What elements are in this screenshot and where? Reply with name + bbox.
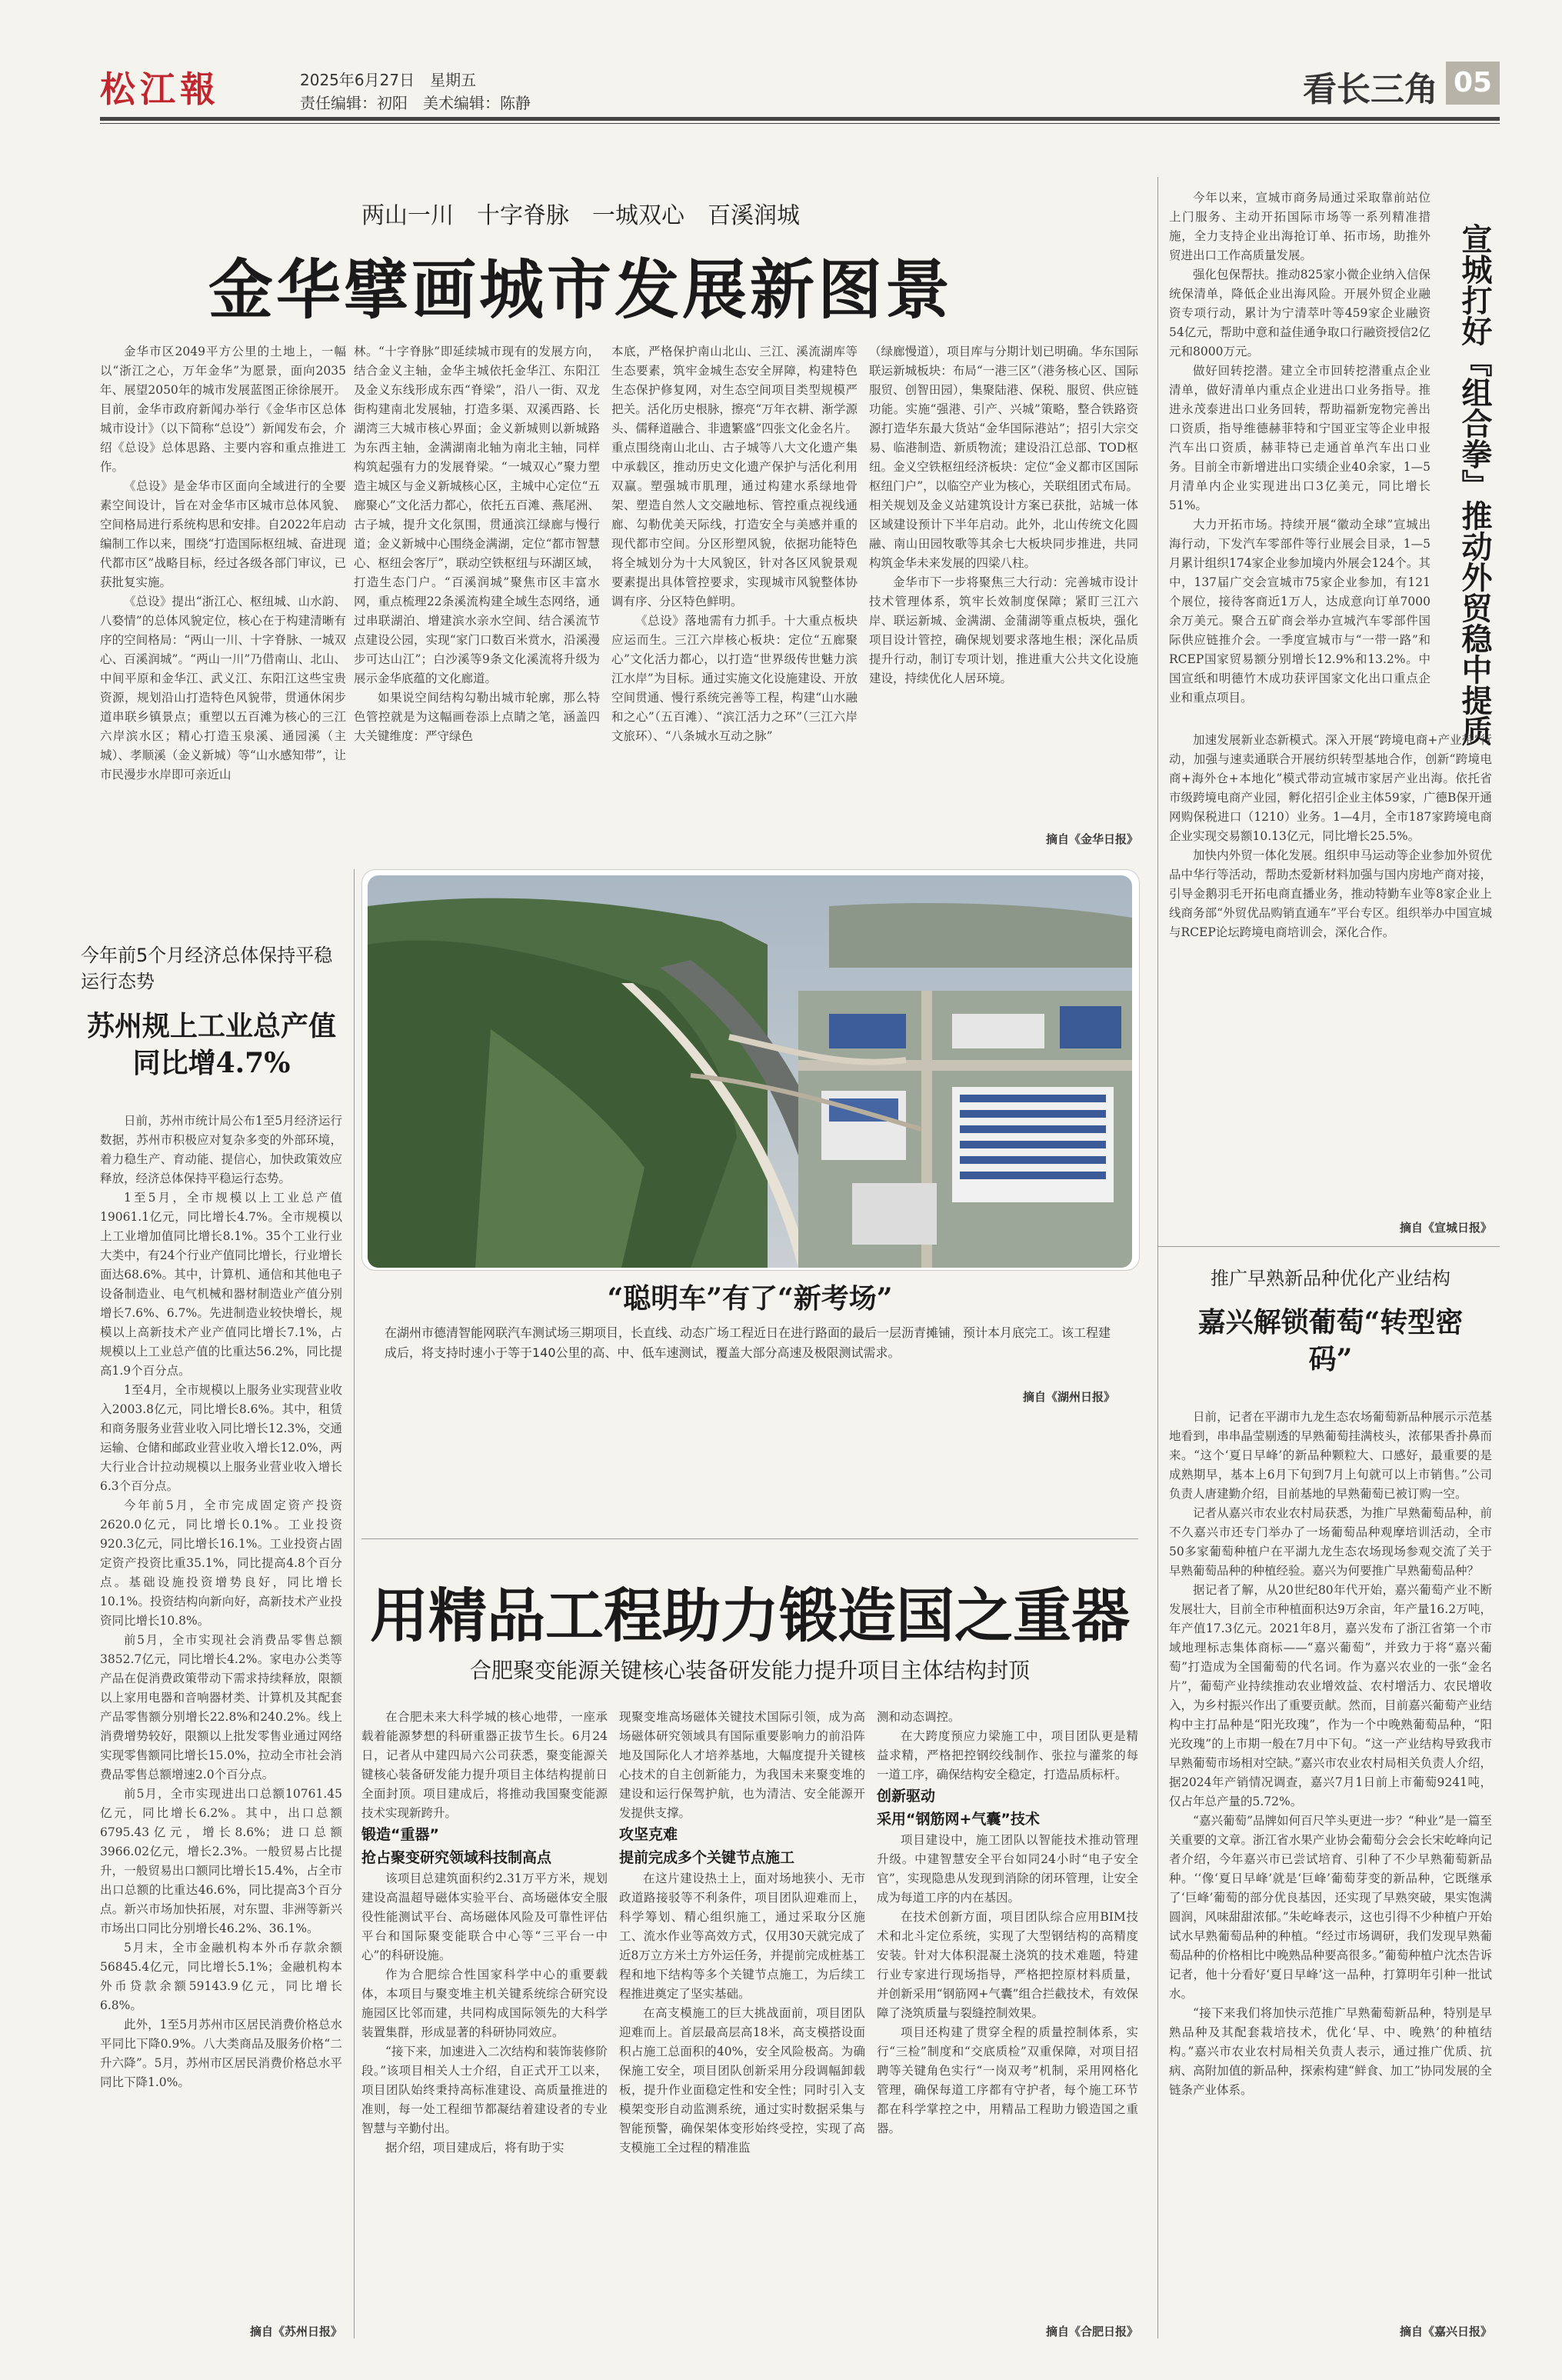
page-number: 05 bbox=[1446, 62, 1500, 105]
paragraph: “接下来，加速进入二次结构和装饰装修阶段。”该项目相关人士介绍，自正式开工以来，项目团队始终秉持高标准建设、高质量推进的准则，每一处工程细节都凝结着建设者的专业智慧与辛勤付出。 bbox=[361, 2045, 608, 2135]
paragraph: 在高支模施工的巨大挑战面前，项目团队迎难而上。首层最高层高18米，高支模搭设面积占施工总面积的40%，安全风险极高。为确保施工安全，项目团队创新采用分段调幅卸载板，提升作业面稳定性和安全性；同时引入支模架变形自动监测系统，通过实时数据采集与智能预警，确保架体变形始终受控，实现了高支模施工全过程的精准监 bbox=[619, 2006, 865, 2155]
main-story-kicker: 两山一川 十字脊脉 一城双心 百溪润城 bbox=[361, 202, 800, 229]
paragraph: 在技术创新方面，项目团队综合应用BIM技术和北斗定位系统，实现了大型钢结构的高精度安装。针对大体积混凝土浇筑的技术难题，特建行业专家进行现场指导，严格把控原材料质量，并创新采用“钢筋网+气囊”组合拦截技术，有效保障了浇筑质量与裂缝控制效果。 bbox=[877, 1910, 1138, 2020]
source-credit: 摘自《宣城日报》 bbox=[1399, 1221, 1492, 1235]
paragraph: 今年以来，宣城市商务局通过采取靠前站位上门服务、主动开拓国际市场等一系列精准措施，全力支持企业出海抢订单、拓市场，助推外贸进出口工作高质量发展。 bbox=[1169, 191, 1430, 262]
masthead bbox=[100, 54, 1500, 115]
jiaxing-body bbox=[1169, 1408, 1492, 2315]
suzhou-headline: 苏州规上工业总产值同比增4.7% bbox=[86, 1010, 336, 1079]
source-credit: 摘自《嘉兴日报》 bbox=[1399, 2325, 1492, 2338]
paragraph: 日前，记者在平湖市九龙生态农场葡萄新品种展示示范基地看到，串串晶莹剔透的早熟葡萄挂满枝头，浓郁果香扑鼻而来。“这个‘夏日早峰’的新品种颗粒大、口感好，最重要的是成熟期早，基本上6月下旬到7月上旬就可以上市销售。”公司负责人唐建勤介绍，目前基地的早熟葡萄已被订购一空。 bbox=[1169, 1410, 1492, 1501]
paragraph: 加速发展新业态新模式。深入开展“跨境电商+产业带”行动，加强与速卖通联合开展纺织转型基地合作，创新“跨境电商+海外仓+本地化”模式带动宣城市家居产业出海。依托省市级跨境电商产业园，孵化招引企业主体59家，广德B保开通网购保税进口（1210）业务。1—4月，全市187家跨境电商企业实现交易额10.13亿元，同比增长25.5%。 bbox=[1169, 733, 1492, 843]
main-story-headline: 金华擘画城市发展新图景 bbox=[208, 252, 953, 328]
paragraph: 在这片建设热土上，面对场地狭小、无市政道路接驳等不利条件，项目团队迎难而上，科学筹划、精心组织施工，通过采取分区施工、流水作业等高效方式，仅用30天就完成了近8万立方米土方外运任务，并提前完成桩基工程和地下结构等多个关键节点施工，为后续工程推进奠定了坚实基础。 bbox=[619, 1872, 865, 2001]
source-credit: 摘自《湖州日报》 bbox=[1022, 1390, 1115, 1404]
hefei-column-3 bbox=[877, 1708, 1138, 2315]
hefei-headline: 用精品工程助力锻造国之重器 bbox=[370, 1582, 1130, 1650]
section-heading: 抢占聚变研究领域科技制高点 bbox=[361, 1849, 552, 1866]
paragraph: 《总设》落地需有力抓手。十大重点板块应运而生。三江六岸核心板块：定位“五廊聚心”文化活力都心，以打造“世界级传世魅力滨江水岸”为目标。通过实施文化设施建设、开放空间贯通、慢行系统完善等工程，构建“山水融和之心”（五百滩）、“滨江活力之环”（三江六岸文旅环）、“八条城水互动之脉” bbox=[611, 614, 858, 743]
section-heading: 采用“钢筋网+气囊”技术 bbox=[877, 1811, 1040, 1828]
section-title: 看长三角 bbox=[1303, 70, 1438, 109]
main-story-column-2 bbox=[354, 342, 600, 854]
paragraph: 金华市区2049平方公里的土地上，一幅以“浙江之心，万年金华”为愿景，面向2035年、展望2050年的城市发展蓝图正徐徐展开。目前，金华市政府新闻办举行《金华市区总体城市设计》（以下简称“总设”）新闻发布会，介绍《总设》总体思路、主要内容和重点推进工作。 bbox=[100, 345, 346, 474]
aerial-photo-test-site bbox=[368, 875, 1132, 1268]
paragraph: 林。“十字脊脉”即延续城市现有的发展方向，结合金义主轴，金华主城依托金华江、东阳江及金义东线形成东西“脊梁”，沿八一街、双龙街构建南北发展轴，打造多渠、双溪西路、长湖湾三大城市核心界面；金义新城则以新城路为东西主轴，金满湖南北轴为南北主轴，同样构筑起强有力的发展脊梁。“一城双心”聚力塑造主城区与金义新城核心区，主城中心定位“五廊聚心”文化活力都心，依托五百滩、燕尾洲、古子城，提升文化氛围，贯通滨江绿廊与慢行道；金义新城中心围绕金满湖，定位“都市智慧心、枢纽会客厅”，联动空铁枢纽与环湖区域，打造生态门户。“百溪润城”聚焦市区丰富水网，重点梳理22条溪流构建全域生态网络，通过串联湖泊、增建滨水亲水空间、结合溪流节点建设公园，实现“家门口数百米赏水，沿溪漫步可达山江”；白沙溪等9条文化溪流将升级为展示金华底蕴的文化廊道。 bbox=[354, 345, 600, 685]
paragraph: 1至5月，全市规模以上工业总产值19061.1亿元，同比增长4.7%。全市规模以上工业增加值同比增长8.1%。35个工业行业大类中，有24个行业产值同比增长，行业增长面达68.6%。其中，计算机、通信和其他电子设备制造业、电气机械和器材制造业产值分别增长7.6%、6.7%。先进制造业较快增长，规模以上高新技术产业产值同比增长7.1%，占规模以上工业总产值的比重达56.2%，同比提高1.9个百分点。 bbox=[100, 1191, 342, 1378]
paragraph: 在大跨度预应力梁施工中，项目团队更是精益求精，严格把控钢绞线制作、张拉与灌浆的每一道工序，确保结构安全稳定，打造品质标杆。 bbox=[877, 1729, 1138, 1782]
paragraph: 1至4月，全市规模以上服务业实现营业收入2003.8亿元，同比增长8.6%。其中，租赁和商务服务业营业收入同比增长12.3%，交通运输、仓储和邮政业营业收入增长12.0%，两大行业合计拉动规模以上服务业营业收入增长6.3个百分点。 bbox=[100, 1383, 342, 1493]
masthead-rule bbox=[100, 117, 1500, 121]
paragraph: 日前，苏州市统计局公布1至5月经济运行数据，苏州市积极应对复杂多变的外部环境，着力稳生产、育动能、提信心，加快政策效应释放，经济总体保持平稳运行态势。 bbox=[100, 1114, 342, 1185]
paragraph: 《总设》是金华市区面向全域进行的全要素空间设计，旨在对金华市区城市总体风貌、空间格局进行系统构思和安排。自2022年启动编制工作以来，围绕“打造国际枢纽城、奋进现代都市区”战略目标，经过各级各部门审议，已获批复实施。 bbox=[100, 479, 346, 589]
paragraph: 此外，1至5月苏州市区居民消费价格总水平同比下降0.9%。八大类商品及服务价格“二升六降”。5月，苏州市区居民消费价格总水平同比下降1.0%。 bbox=[100, 2018, 342, 2089]
paragraph: 测和动态调控。 bbox=[877, 1710, 961, 1724]
jiaxing-kicker: 推广早熟新品种优化产业结构 bbox=[1211, 1268, 1450, 1289]
xuancheng-column-1 bbox=[1169, 188, 1430, 727]
main-story-column-3 bbox=[611, 342, 858, 854]
paragraph: 前5月，全市实现社会消费品零售总额3852.7亿元，同比增长4.2%。家电办公类等产品在促消费政策带动下需求持续释放，限额以上家用电器和音响器材类、计算机及其配套产品零售额分别增长22.8%和240.2%。线上消费增势较好，限额以上批发零售业通过网络实现零售额同比增长15.0%，拉动全市社会消费品零售总额增速2.0个百分点。 bbox=[100, 1633, 342, 1782]
xuancheng-headline: 宣城打好『组合拳』推动外贸稳中提质 bbox=[1457, 223, 1493, 746]
paragraph: （绿廊慢道），项目库与分期计划已明确。华东国际联运新城板块：布局“一港三区”（港务核心区、国际服贸、创智田园），集聚陆港、保税、服贸、供应链功能。实施“强港、引产、兴城”策略，整合铁路资源打造华东最大货站“金华国际港站”；招引大宗交易、临港制造、新质物流；建设沿江总部、TOD枢纽。金义空铁枢纽经济板块：定位“金义都市区国际枢纽门户”，以临空产业为核心，关联组团式布局。相关规划及金义站建筑设计方案已获批，站城一体区域建设预计下半年启动。此外，北山传统文化圆融、南山田园牧歌等其余七大板块同步推进，共同构筑金华未来发展的四梁八柱。 bbox=[869, 345, 1138, 570]
paragraph: 该项目总建筑面积约2.31万平方米，规划建设高温超导磁体实验平台、高场磁体安全服役性能测试平台、高场磁体风险及可靠性评估平台和国际聚变能联合中心等“三平台一中心”的科研设施。 bbox=[361, 1872, 608, 1962]
paragraph: 金华市下一步将聚焦三大行动：完善城市设计技术管理体系，筑牢长效制度保障；紧盯三江六岸、联运新城、金满湖、金蒲湖等重点板块，强化项目设计管控，确保规划要求落地生根；深化品质提升行动，制订专项计划，推进重大公共文化设施建设，持续优化人居环境。 bbox=[869, 575, 1138, 685]
masthead-rule-thin bbox=[100, 123, 1500, 124]
hefei-column-1 bbox=[361, 1708, 608, 2338]
photo-caption: 在湖州市德清智能网联汽车测试场三期项目，长直线、动态广场工程近日在进行路面的最后一层沥青摊铺，预计本月底完工。该工程建成后，将支持时速小于等于140公里的高、中、低车速测试，覆盖大部分高速及极限测试需求。 bbox=[385, 1325, 1111, 1360]
section-heading: 创新驱动 bbox=[877, 1788, 936, 1805]
paragraph: 本底，严格保护南山北山、三江、溪流湖库等生态要素，筑牢金城生态安全屏障，构建特色生态保护修复网，对生态空间项目类型规模严把关。活化历史根脉，擦亮“万年衣耕、渐学源头、儒释道融合、非遗繁盛”四张文化金名片。重点围绕南山北山、古子城等八大文化遗产集中承载区，推动历史文化遗产保护与活化利用双赢。塑强城市肌理，通过构建水系绿地骨架、塑造自然人文交融地标、管控重点视线通廊、勾勒优美天际线，打造安全与美感并重的现代都市空间。分区形塑风貌，依据功能特色将全城划分为十大风貌区，针对各区风貌景观要素提出具体管控要求，实现城市风貌整体协调有序、分区特色鲜明。 bbox=[611, 345, 858, 608]
paragraph: 据记者了解，从20世纪80年代开始，嘉兴葡萄产业不断发展壮大，目前全市种植面积达9万余亩，年产量16.2万吨，年产值17.3亿元。2021年8月，嘉兴发布了浙江省第一个市域地理标志集体商标——“嘉兴葡萄”，并致力于将“嘉兴葡萄”打造成为全国葡萄的代名词。作为嘉兴农业的一张“金名片”，葡萄产业持续推动农业增效益、农村增活力、农民增收入，为乡村振兴作出了重要贡献。然而，目前嘉兴葡萄产业结构中主打品种是“阳光玫瑰”，作为一个中晚熟葡萄品种，“阳光玫瑰”的上市期一般在7月中下旬。“这一产业结构导致我市早熟葡萄市场相对空缺。”嘉兴市农业农村局相关负责人介绍，据2024年产销情况调查，嘉兴7月1日前上市葡萄9241吨，仅占年总产量的5.72%。 bbox=[1169, 1583, 1492, 1808]
newspaper-logo: 松江報 bbox=[100, 68, 220, 110]
main-story-column-1 bbox=[100, 342, 346, 854]
suzhou-body bbox=[100, 1112, 342, 2312]
jiaxing-headline: 嘉兴解锁葡萄“转型密码” bbox=[1197, 1306, 1464, 1375]
paragraph: 作为合肥综合性国家科学中心的重要载体，本项目与聚变堆主机关键系统综合研究设施园区比邻而建，共同构成国际领先的大科学装置集群，形成显著的科研协同效应。 bbox=[361, 1968, 608, 2039]
paragraph: 在合肥未来大科学城的核心地带，一座承载着能源梦想的科研重器正拔节生长。6月24日，记者从中建四局六公司获悉，聚变能源关键核心装备研发能力提升项目主体结构提前日全面封顶。项目建成后，将推动我国聚变能源技术实现新跨升。 bbox=[361, 1710, 608, 1820]
section-heading: 提前完成多个关键节点施工 bbox=[619, 1849, 795, 1866]
paragraph: “接下来我们将加快示范推广早熟葡萄新品种，特别是早熟品种及其配套栽培技术，优化‘早、中、晚熟’的种植结构。”嘉兴市农业农村局相关负责人表示，通过推广优质、抗病、高附加值的新品种，探索构建“鲜食、加工”协同发展的全链条产业体系。 bbox=[1169, 2006, 1492, 2097]
source-credit: 摘自《苏州日报》 bbox=[249, 2325, 342, 2338]
paragraph: “嘉兴葡萄”品牌如何百尺竿头更进一步？“种业”是一篇至关重要的文章。浙江省水果产业协会葡萄分会会长宋屹峰向记者介绍，今年嘉兴市已尝试培育、引种了不少早熟葡萄新品种。‘‘像‘夏日早峰’就是‘巨峰’葡萄芽变的新品种，它既继承了‘巨峰’葡萄的部分优良基因，还实现了早熟突破，果实饱满圆润，风味甜甜浓郁。”朱屹峰表示，这也引得不少种植户开始试水早熟葡萄品种的种植。“经过市场调研，我们发现早熟葡萄品种的价格相比中晚熟品种要高很多。”葡萄种植户沈杰告诉记者，他十分看好‘夏日早峰’这一品种，打算明年引种一批试水。 bbox=[1169, 1814, 1492, 2001]
paragraph: 如果说空间结构勾勒出城市轮廓，那么特色管控就是为这幅画卷添上点睛之笔，涵盖四大关键维度：严守绿色 bbox=[354, 691, 600, 743]
column-divider bbox=[354, 869, 355, 2338]
section-heading: 锻造“重器” bbox=[361, 1826, 439, 1843]
paragraph: 5月末，全市金融机构本外币存款余额56845.4亿元，同比增长5.1%；金融机构本外币贷款余额59143.9亿元，同比增长6.8%。 bbox=[100, 1941, 342, 2012]
paragraph: 据介绍，项目建成后，将有助于实 bbox=[385, 2141, 565, 2155]
hefei-subtitle: 合肥聚变能源关键核心装备研发能力提升项目主体结构封顶 bbox=[469, 1658, 1030, 1683]
paragraph: 加快内外贸一体化发展。组织申马运动等企业参加外贸优品中华行等活动，帮助杰爱新材料加强与国内房地产商对接，引导金鹅羽毛开拓电商直播业务，推动特勤车业等8家企业上线商务部“外贸优品购销直通车”平台专区。组织举办中国宣城与RCEP论坛跨境电商培训会，深化合作。 bbox=[1169, 848, 1492, 939]
source-credit: 摘自《金华日报》 bbox=[1045, 832, 1138, 846]
column-divider bbox=[1157, 177, 1158, 2338]
paragraph: 《总设》提出“浙江心、枢纽城、山水韵、八婺情”的总体风貌定位，核心在于构建清晰有序的空间格局：“两山一川、十字脊脉、一城双心、百溪润城”。“两山一川”乃借南山、北山、中间平原和金华江、武义江、东阳江这些宝贵资源，规划沿山打造特色风貌带，贯通休闲步道串联乡镇景点；重塑以五百滩为核心的三江六岸滨水区；精心打造玉泉溪、通园溪（主城）、孝顺溪（金义新城）等“山水感知带”，让市民漫步水岸即可亲近山 bbox=[100, 595, 346, 782]
paragraph: 项目建设中，施工团队以智能技术推动管理升级。中建智慧安全平台如同24小时“电子安全官”，实现隐患从发现到消除的闭环管理，让安全成为每道工序的内在基因。 bbox=[877, 1833, 1138, 1905]
paragraph: 今年前5月，全市完成固定资产投资2620.0亿元，同比增长0.1%。工业投资920.3亿元，同比增长16.1%。工业投资占固定资产投资比重35.1%，同比提高4.8个百分点。基础设施投资增势良好，同比增长10.1%。投资结构向新向好，高新技术产业投资同比增长10.8%。 bbox=[100, 1498, 342, 1628]
main-story-column-4 bbox=[869, 342, 1138, 835]
source-credit: 摘自《合肥日报》 bbox=[1045, 2325, 1138, 2338]
paragraph: 现聚变堆高场磁体关键技术国际引领，成为高场磁体研究领域具有国际重要影响力的前沿阵地及国际化人才培养基地，大幅度提升关键核心技术的自主创新能力，为我国未来聚变堆的建设和运行保驾护航，也为清洁、安全能源开发提供支撑。 bbox=[619, 1710, 865, 1820]
story-divider bbox=[361, 1538, 1138, 1539]
photo-story-title: “聪明车”有了“新考场” bbox=[607, 1282, 893, 1315]
suzhou-kicker: 今年前5个月经济总体保持平稳运行态势 bbox=[81, 945, 333, 992]
section-heading: 攻坚克难 bbox=[619, 1826, 678, 1843]
paragraph: 强化包保帮扶。推动825家小微企业纳入信保统保清单，降低企业出海风险。开展外贸企业融资专项行动，累计为宁清萃叶等459家企业融资54亿元，帮助中意和益佳通争取口行融资授信2亿元和8000万元。 bbox=[1169, 268, 1430, 358]
paragraph: 做好回转挖潜。建立全市回转挖潜重点企业清单，做好清单内重点企业进出口业务指导。推进永茂泰进出口业务回转，帮助福新宠物完善出口资质，指导维德赫菲特和宁国亚宝等企业申报汽车出口资质，赫菲特已走通首单汽车出口业务。目前全市新增进出口实绩企业40余家，1—5月清单内企业实现进出口3亿美元，同比增长51%。 bbox=[1169, 364, 1430, 512]
xuancheng-column-2 bbox=[1169, 731, 1492, 1215]
story-divider bbox=[1157, 1246, 1500, 1247]
issue-date: 2025年6月27日 星期五 bbox=[300, 71, 477, 89]
editor-credits: 责任编辑：初阳 美术编辑：陈静 bbox=[300, 94, 531, 112]
paragraph: 大力开拓市场。持续开展“徽动全球”宣城出海行动，下发汽车零部件等行业展会目录，1—5月累计组织174家企业参加境内外展会124个。其中，137届广交会宣城市75家企业参加，有121个展位，接待客商近1万人，达成意向订单7000余万美元。聚合五矿商会举办宣城汽车零部件国际供应链推介会。一季度宣城市与“一带一路”和RCEP国家贸易额分别增长12.9%和13.2%。中国宣纸和明德竹木成功获评国家文化出口重点企业和重点项目。 bbox=[1169, 518, 1430, 705]
paragraph: 项目还构建了贯穿全程的质量控制体系，实行“三检”制度和“交底质检”双重保障，对项目招聘等关键角色实行“一岗双考”机制，采用网格化管理，确保每道工序都有守护者，每个施工环节都在科学掌控之中，用精品工程助力锻造国之重器。 bbox=[877, 2025, 1138, 2135]
paragraph: 前5月，全市实现进出口总额10761.45亿元，同比增长6.2%。其中，出口总额6795.43亿元，增长8.6%；进口总额3966.02亿元，增长2.3%。一般贸易占比提升，一般贸易出口额同比增长15.4%，占全市出口总额的比重达46.6%，同比提高3个百分点。新兴市场加快拓展，对东盟、非洲等新兴市场出口同比分别增长46.2%、36.1%。 bbox=[100, 1787, 342, 1935]
hefei-column-2 bbox=[619, 1708, 865, 2338]
paragraph: 记者从嘉兴市农业农村局获悉，为推广早熟葡萄品种，前不久嘉兴市还专门举办了一场葡萄品种观摩培训活动，全市50多家葡萄种植户在平湖九龙生态农场现场参观交流了关于早熟葡萄品种的种植经验。嘉兴为何要推广早熟葡萄品种？ bbox=[1169, 1506, 1492, 1578]
